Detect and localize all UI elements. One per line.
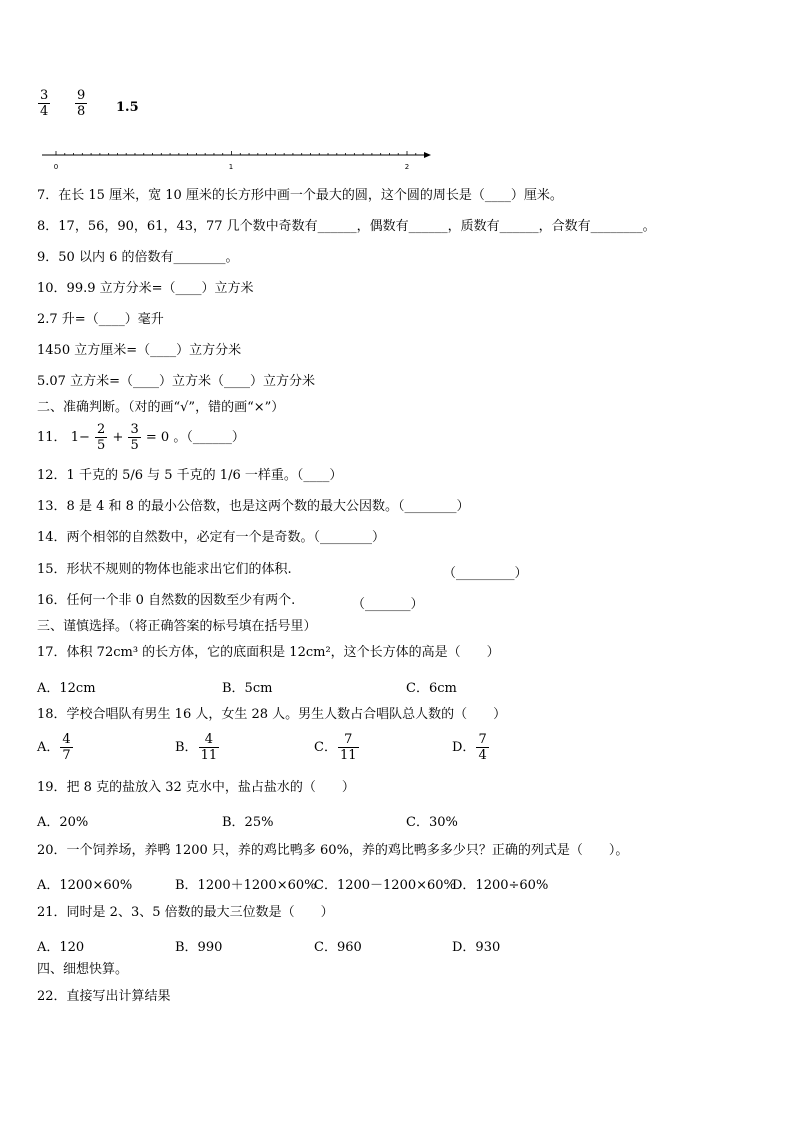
q20-option-c: C．1200－1200×60%: [314, 878, 456, 893]
q18-option-d: D． $\frac{7}{4}$: [452, 732, 487, 763]
question-10-line-2: 2.7 升=（____）毫升: [37, 312, 164, 327]
q18-option-a: A． $\frac{4}{7}$: [37, 732, 71, 763]
question-12: 12．1 千克的 5/6 与 5 千克的 1/6 一样重。（____）: [37, 468, 343, 483]
question-9: 9．50 以内 6 的倍数有________。: [37, 250, 239, 265]
question-10-line-3: 1450 立方厘米=（____）立方分米: [37, 343, 242, 358]
question-20: 20．一个饲养场，养鸭 1200 只，养的鸡比鸭多 60%，养的鸡比鸭多多少只？正确的列式是（ ）。: [37, 843, 629, 858]
q20-option-b: B．1200＋1200×60%: [175, 878, 317, 893]
tick-label-1: 1: [228, 163, 234, 171]
q21-option-b: B．990: [175, 940, 223, 955]
q19-option-a: A．20%: [37, 815, 89, 830]
question-22: 22．直接写出计算结果: [37, 989, 171, 1004]
section-4-heading: 四、细想快算。: [37, 962, 129, 977]
question-11: 11． 1− $\frac{2}{5}$ + $\frac{3}{5}$ = 0 。（______）: [37, 422, 245, 453]
question-7: 7．在长 15 厘米，宽 10 厘米的长方形中画一个最大的圆，这个圆的周长是（____）厘米。: [37, 188, 563, 203]
q21-option-c: C．960: [314, 940, 362, 955]
q17-option-a: A．12cm: [37, 681, 96, 696]
q19-option-c: C．30%: [406, 815, 458, 830]
question-8: 8．17，56，90，61，43，77 几个数中奇数有______，偶数有______，质数有______，合数有________。: [37, 219, 656, 234]
question-10-line-4: 5.07 立方米=（____）立方米（____）立方分米: [37, 374, 315, 389]
top-frac-9-8: $\frac{9}{8}$: [77, 88, 86, 119]
question-15-blank: （_________）: [443, 566, 528, 581]
q18-option-c: C． $\frac{7}{11}$: [314, 732, 357, 763]
question-15: 15．形状不规则的物体也能求出它们的体积.: [37, 562, 292, 577]
section-3-heading: 三、谨慎选择。（将正确答案的标号填在括号里）: [37, 619, 317, 634]
q21-option-a: A．120: [37, 940, 85, 955]
number-line: [38, 145, 438, 175]
section-2-heading: 二、准确判断。（对的画“√”，错的画“×”）: [37, 400, 285, 415]
q20-option-a: A．1200×60%: [37, 878, 133, 893]
question-14: 14．两个相邻的自然数中，必定有一个是奇数。（________）: [37, 530, 386, 545]
q18-option-b: B． $\frac{4}{11}$: [175, 732, 218, 763]
q17-option-b: B．5cm: [222, 681, 273, 696]
q17-option-c: C．6cm: [406, 681, 457, 696]
tick-label-2: 2: [404, 163, 410, 171]
question-16-blank: （_______）: [352, 597, 424, 612]
q19-option-b: B．25%: [222, 815, 274, 830]
question-13: 13．8 是 4 和 8 的最小公倍数，也是这两个数的最大公因数。（________）: [37, 499, 470, 514]
question-21: 21．同时是 2、3、5 倍数的最大三位数是（ ）: [37, 905, 334, 920]
question-16: 16．任何一个非 0 自然数的因数至少有两个.: [37, 593, 296, 608]
question-17: 17．体积 72cm³ 的长方体，它的底面积是 12cm²，这个长方体的高是（ ）: [37, 645, 500, 660]
q21-option-d: D．930: [452, 940, 501, 955]
question-19: 19．把 8 克的盐放入 32 克水中，盐占盐水的（ ）: [37, 780, 355, 795]
q20-option-d: D．1200÷60%: [452, 878, 549, 893]
tick-label-0: 0: [53, 163, 59, 171]
question-10-line-1: 10．99.9 立方分米=（____）立方米: [37, 281, 254, 296]
top-frac-3-4: $\frac{3}{4}$: [40, 88, 49, 119]
question-18: 18．学校合唱队有男生 16 人，女生 28 人。男生人数占合唱队总人数的（ ）: [37, 707, 507, 722]
top-decimal: 1.5: [116, 100, 139, 115]
number-line-arrow: [424, 152, 431, 158]
